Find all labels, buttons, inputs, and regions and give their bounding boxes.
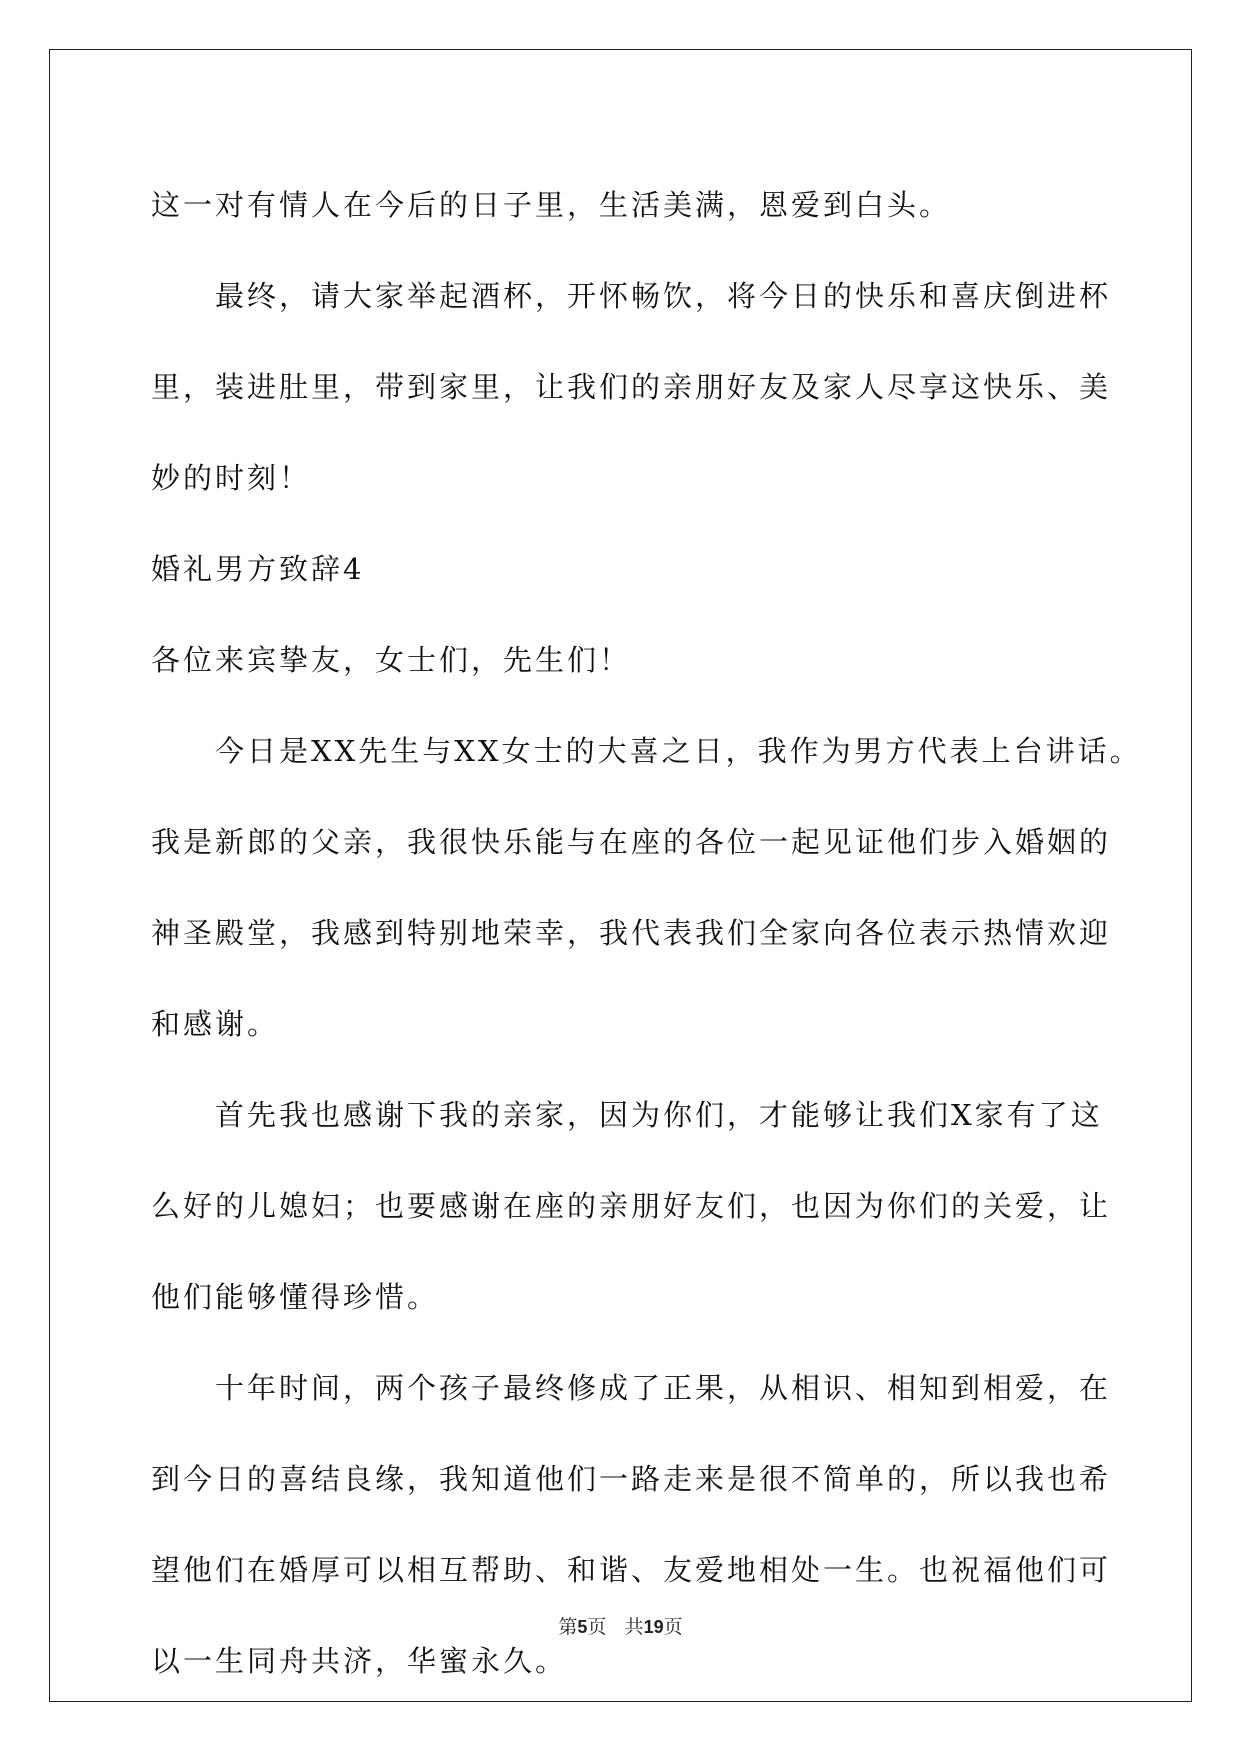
text-line: 他们能够懂得珍惜。 [151,1280,440,1314]
text-line: 首先我也感谢下我的亲家，因为你们，才能够让我们X家有了这 [215,1098,1103,1132]
document-body [151,160,1142,1707]
total-prefix: 共 [624,1617,644,1638]
text-line: 今日是XX先生与XX女士的大喜之日，我作为男方代表上台讲话。 [215,734,1142,768]
text-line: 以一生同舟共济，华蜜永久。 [151,1644,568,1678]
total-suffix: 页 [663,1617,683,1638]
text-line: 到今日的喜结良缘，我知道他们一路走来是很不简单的，所以我也希 [151,1462,1112,1496]
page-number: 5 [577,1617,588,1637]
text-line: 各位来宾挚友，女士们，先生们！ [151,643,632,677]
text-line: 望他们在婚厚可以相互帮助、和谐、友爱地相处一生。也祝福他们可 [151,1553,1112,1587]
text-line: 我是新郎的父亲，我很快乐能与在座的各位一起见证他们步入婚姻的 [151,825,1112,859]
text-line: 和感谢。 [151,1007,280,1041]
page-suffix: 页 [587,1617,607,1638]
text-line: 么好的儿媳妇；也要感谢在座的亲朋好友们，也因为你们的关爱，让 [151,1189,1112,1223]
text-line: 最终，请大家举起酒杯，开怀畅饮，将今日的快乐和喜庆倒进杯 [215,279,1112,313]
total-pages: 19 [643,1617,664,1637]
page-footer [0,1612,1241,1639]
text-line: 神圣殿堂，我感到特别地荣幸，我代表我们全家向各位表示热情欢迎 [151,916,1112,950]
text-line: 十年时间，两个孩子最终修成了正果，从相识、相知到相爱，在 [215,1371,1112,1405]
page-prefix: 第 [558,1617,578,1638]
text-line: 妙的时刻！ [151,461,312,495]
text-line: 这一对有情人在今后的日子里，生活美满，恩爱到白头。 [151,188,952,222]
text-line: 里，装进肚里，带到家里，让我们的亲朋好友及家人尽享这快乐、美 [151,370,1112,404]
text-line: 婚礼男方致辞4 [151,552,365,586]
